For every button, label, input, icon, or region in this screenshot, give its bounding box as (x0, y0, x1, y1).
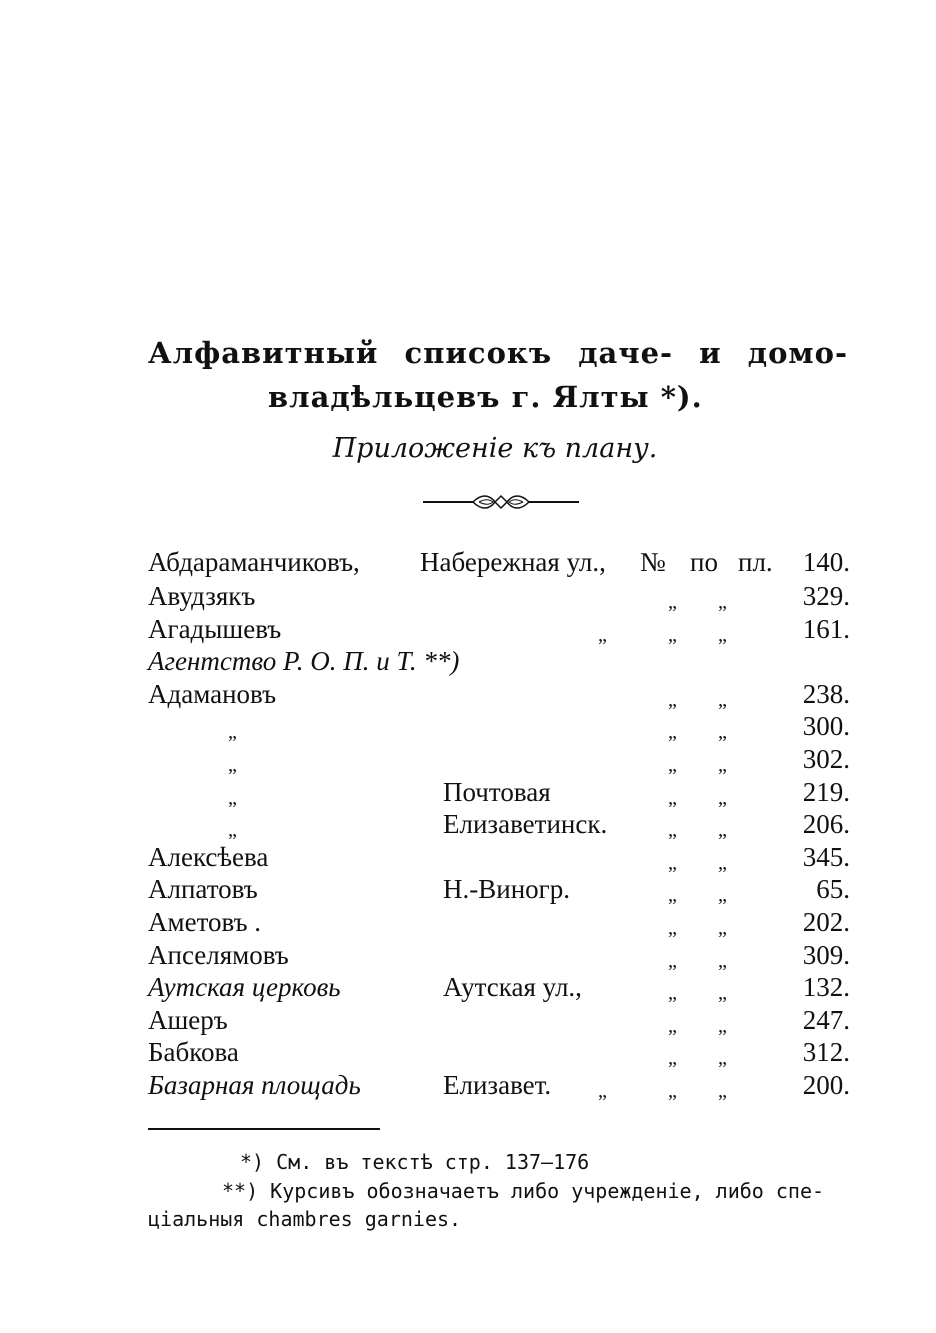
list-item (0, 971, 936, 1003)
list-item (0, 776, 936, 808)
list-header-row (0, 546, 936, 578)
entry-street: Аутская ул., (443, 972, 582, 1003)
footnote-3: ціальныя chambres garnies. (148, 1207, 462, 1231)
ditto-mark: „ (668, 721, 677, 744)
ditto-mark: „ (668, 1014, 677, 1037)
list-item (0, 710, 936, 742)
entry-name: Апселямовъ (148, 939, 289, 970)
plan-number: 132. (802, 972, 850, 1003)
plan-number: 219. (802, 776, 850, 807)
ditto-mark: „ (718, 949, 727, 972)
title-line-1: Алфавитный списокъ даче- и домо- (148, 336, 848, 370)
ditto-mark: „ (718, 1047, 727, 1070)
list-item (0, 906, 936, 938)
list-item (0, 939, 936, 971)
ditto-mark: „ (598, 1080, 607, 1102)
ditto-mark: „ (668, 1047, 677, 1070)
subtitle: Приложеніе къ плану. (332, 433, 658, 464)
ditto-mark: „ (668, 623, 677, 646)
ditto-mark: „ (668, 688, 677, 711)
plan-number: 202. (802, 907, 850, 937)
entry-name: Базарная площадь (148, 1070, 361, 1100)
plan-number: 302. (802, 744, 850, 774)
list-item (0, 808, 936, 840)
ditto-mark: „ (718, 688, 727, 711)
list-item (0, 678, 936, 710)
ditto-mark: „ (718, 1080, 727, 1102)
title-line-2: владѣльцевъ г. Ялты *). (268, 380, 703, 414)
footnote-1: *) См. въ текстѣ стр. 137—176 (240, 1150, 590, 1174)
number-sign: № (640, 547, 666, 577)
entry-name: Алпатовъ (148, 874, 258, 905)
entry-name: Авудзякъ (148, 581, 256, 611)
ditto-mark: „ (718, 786, 727, 809)
plan-number: 206. (802, 809, 850, 840)
plan-number: 247. (802, 1004, 850, 1035)
entry-name: Аметовъ . (148, 907, 262, 937)
plan-number: 345. (802, 841, 850, 872)
ditto-mark: „ (668, 591, 677, 613)
ornament-divider-icon (423, 490, 579, 514)
pl-word: пл. (738, 547, 773, 577)
entry-street: Н.-Виногр. (443, 874, 570, 905)
ditto-mark: „ (668, 884, 677, 907)
ditto-mark: „ (718, 917, 727, 939)
list-item (0, 873, 936, 905)
list-item (0, 645, 936, 677)
entry-name: Агентство Р. О. П. и Т. **) (148, 646, 460, 677)
ditto-mark: „ (718, 591, 727, 613)
ditto-mark: „ (668, 1080, 677, 1102)
plan-number: 312. (802, 1037, 850, 1068)
list-item (0, 743, 936, 775)
ditto-mark: „ (668, 819, 677, 842)
list-item (0, 841, 936, 873)
ditto-mark: „ (718, 721, 727, 744)
entry-name: Аутская церковь (148, 972, 341, 1003)
ditto-mark: „ (718, 884, 727, 907)
entry-street: Елизавет. (443, 1070, 552, 1100)
ditto-mark: „ (598, 623, 607, 646)
plan-number: 329. (802, 581, 850, 611)
ditto-mark: „ (668, 851, 677, 874)
ditto-mark: „ (718, 982, 727, 1005)
plan-number: 65. (816, 874, 850, 905)
ditto-mark: „ (718, 1014, 727, 1037)
ditto-mark: „ (718, 819, 727, 842)
entry-name: Агадышевъ (148, 613, 282, 644)
list-item (0, 613, 936, 645)
ditto-mark: „ (718, 754, 727, 776)
plan-number: 300. (802, 711, 850, 742)
entry-name: Алексѣева (148, 841, 269, 872)
entry-name: Адамановъ (148, 678, 277, 709)
ditto-mark: „ (668, 982, 677, 1005)
ditto-mark: „ (668, 754, 677, 776)
entry-street: Набережная ул., (420, 547, 606, 577)
entry-name: Абдараманчиковъ, (148, 547, 360, 577)
footnote-2: **) Курсивъ обозначаетъ либо учрежденіе, либо спе- (222, 1179, 825, 1203)
list-item (0, 1069, 936, 1101)
ditto-mark: „ (228, 754, 237, 776)
ditto-mark: „ (228, 721, 237, 744)
ditto-mark: „ (718, 623, 727, 646)
list-item (0, 1036, 936, 1068)
po-word: по (690, 547, 718, 577)
ditto-mark: „ (228, 786, 237, 809)
entry-street: Почтовая (443, 776, 551, 807)
plan-number: 161. (802, 613, 850, 644)
ditto-mark: „ (718, 851, 727, 874)
plan-number: 238. (802, 678, 850, 709)
entry-name: Ашеръ (148, 1004, 228, 1035)
list-item (0, 1004, 936, 1036)
plan-number: 200. (802, 1070, 850, 1100)
ditto-mark: „ (668, 786, 677, 809)
entry-name: Бабкова (148, 1037, 239, 1068)
plan-number: 309. (802, 939, 850, 970)
list-item (0, 580, 936, 612)
plan-number: 140. (802, 547, 850, 577)
ditto-mark: „ (228, 819, 237, 842)
ditto-mark: „ (668, 917, 677, 939)
ditto-mark: „ (668, 949, 677, 972)
entry-street: Елизаветинск. (443, 809, 608, 840)
footnote-rule (148, 1128, 380, 1130)
